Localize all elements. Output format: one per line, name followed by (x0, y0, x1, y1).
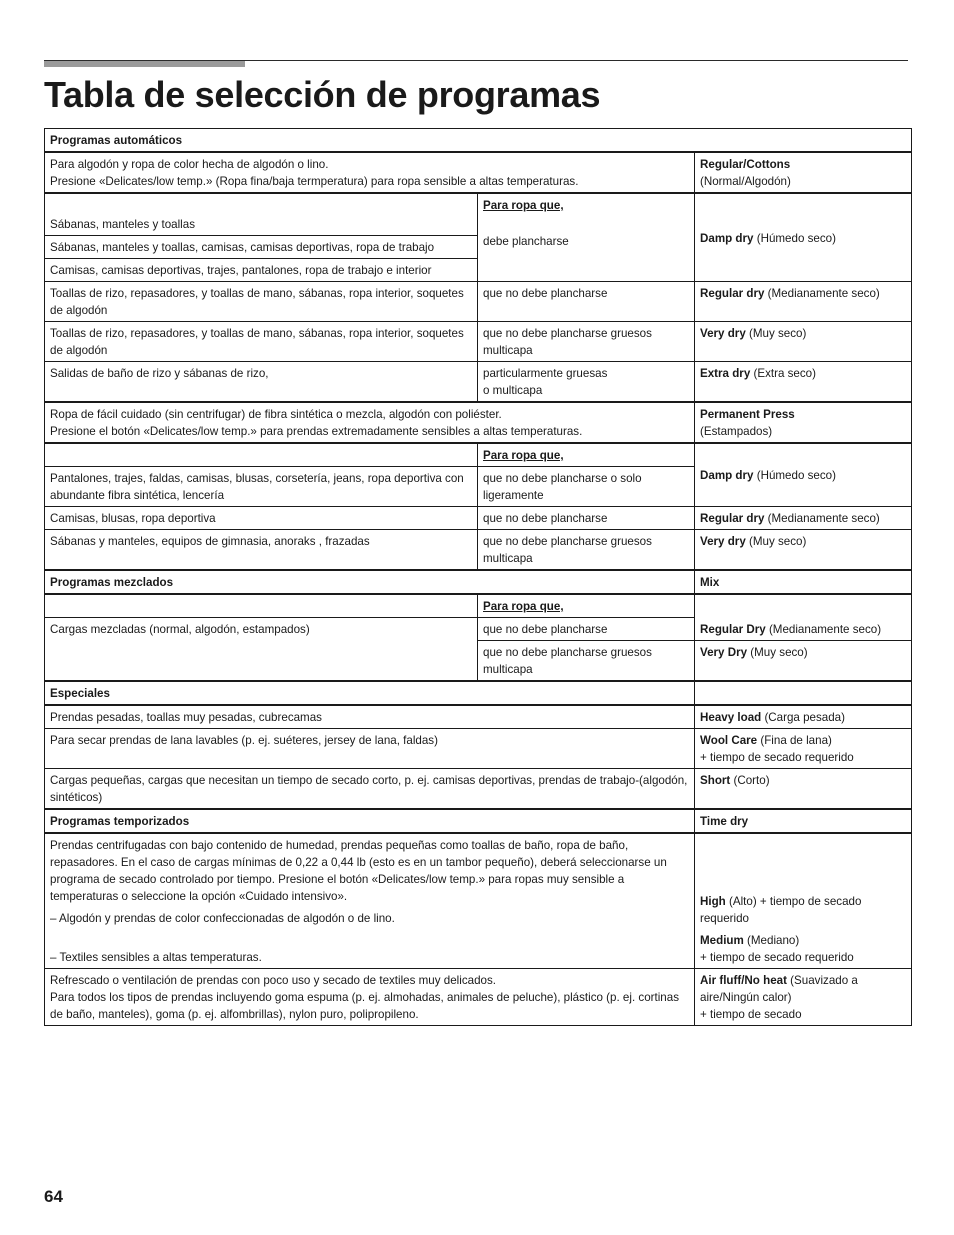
program-name: Extra dry (700, 367, 751, 380)
timed-sensitive-item: – Textiles sensibles a altas temperaturas. (50, 951, 262, 964)
header-accent-bar (44, 61, 245, 67)
row-description: Para secar prendas de lana lavables (p. ej. suéteres, jersey de lana, faldas) (45, 729, 695, 769)
program-name: Permanent Press (700, 408, 795, 421)
condition-text: que no debe plancharse (478, 282, 695, 322)
program-name: Damp dry (700, 231, 754, 245)
program-subtitle: (Medianamente seco) (764, 287, 880, 300)
section-header-timed (45, 809, 912, 833)
table-row (45, 969, 912, 1026)
table-row (45, 193, 912, 236)
condition-text: que no debe plancharse gruesos multicapa (478, 322, 695, 362)
table-row (45, 152, 912, 193)
program-name: Wool Care (700, 734, 758, 747)
program-subtitle: (Mediano) + tiempo de secado requerido (700, 934, 854, 964)
section-header-automatic (45, 129, 912, 153)
timed-description: Prendas centrifugadas con bajo contenido de humedad, prendas pequeñas como toallas de baño, ropa de baño, repasadores. En el caso de cargas mínimas de 0,22 a 0,44 lb (esto es en un tambor pequeño), deberá seleccionarse un programa de secado controlado por tiempo. Presione el botón «Delicates/low temp.» para ropas muy sensible a temperaturas o seleccione la opción «Cuidado intensivo». (50, 839, 667, 903)
program-cell (695, 705, 912, 729)
condition-text: que no debe plancharse (478, 507, 695, 530)
program-name: Mix (695, 570, 912, 594)
condition-text: que no debe plancharse gruesos multicapa (478, 641, 695, 682)
program-cell (695, 402, 912, 443)
table-row (45, 322, 912, 362)
section-title: Programas automáticos (45, 129, 912, 153)
program-name: Medium (700, 934, 744, 947)
table-row (45, 282, 912, 322)
program-subtitle: (Corto) (730, 774, 770, 787)
condition-text: debe plancharse (483, 235, 569, 248)
program-subtitle: (Muy seco) (747, 646, 808, 659)
section-title: Programas mezclados (45, 570, 695, 594)
table-row (45, 705, 912, 729)
program-name: Very Dry (700, 646, 748, 659)
table-row (45, 594, 912, 618)
condition-text: que no debe plancharse gruesos multicapa (478, 530, 695, 571)
program-cell (695, 833, 912, 969)
page-number: 64 (44, 1187, 63, 1206)
program-name: Short (700, 774, 731, 787)
row-description: Sábanas y manteles, equipos de gimnasia, anoraks , frazadas (45, 530, 478, 571)
table-row (45, 769, 912, 810)
row-description: Prendas pesadas, toallas muy pesadas, cubrecamas (45, 705, 695, 729)
program-cell (695, 594, 912, 641)
program-cell (695, 969, 912, 1026)
program-cell (695, 769, 912, 810)
program-subtitle: (Húmedo seco) (753, 231, 836, 245)
table-row (45, 833, 912, 969)
condition-cell (478, 193, 695, 282)
program-name: Very dry (700, 535, 746, 548)
timed-cotton-item: – Algodón y prendas de color confeccionadas de algodón o de lino. (50, 912, 395, 925)
page-title: Tabla de selección de programas (44, 74, 601, 115)
condition-text: que no debe plancharse (478, 618, 695, 641)
table-row (45, 507, 912, 530)
program-name: Air fluff/No heat (700, 974, 787, 987)
program-cell (695, 362, 912, 403)
program-subtitle: (Suavizado a aire/Ningún calor) + tiempo de secado (700, 974, 858, 1021)
row-description: Cargas pequeñas, cargas que necesitan un tiempo de secado corto, p. ej. camisas deportivas, prendas de trabajo-(algodón, sintéticos) (45, 769, 695, 810)
table-row (45, 362, 912, 403)
section-title: Programas temporizados (45, 809, 695, 833)
row-description: Sábanas, manteles y toallas (45, 193, 478, 236)
program-subtitle: (Fina de lana) + tiempo de secado requerido (700, 734, 854, 764)
row-description: Toallas de rizo, repasadores, y toallas de mano, sábanas, ropa interior, soquetes de algodón (45, 282, 478, 322)
program-cell (695, 322, 912, 362)
program-name: Regular dry (700, 287, 765, 300)
program-subtitle: (Muy seco) (745, 535, 807, 548)
condition-text: que no debe plancharse o solo ligeramente (478, 467, 695, 507)
program-name: Regular Dry (700, 623, 766, 636)
table-row (45, 443, 912, 467)
table-row (45, 530, 912, 571)
program-subtitle: (Muy seco) (745, 327, 807, 340)
empty-cell (45, 594, 478, 618)
row-description: Camisas, camisas deportivas, trajes, pantalones, ropa de trabajo e interior (45, 259, 478, 282)
row-description: Para algodón y ropa de color hecha de algodón o lino. Presione «Delicates/low temp.» (Ropa fina/baja termperatura) para ropa sensible a altas temperaturas. (45, 152, 695, 193)
program-cell (695, 443, 912, 507)
program-subtitle: (Húmedo seco) (753, 469, 836, 482)
program-subtitle: (Carga pesada) (761, 711, 845, 724)
row-description: Ropa de fácil cuidado (sin centrifugar) de fibra sintética o mezcla, algodón con poliéster. Presione el botón «Delicates/low temp.» para prendas extremadamente sensibles a altas temperaturas. (45, 402, 695, 443)
program-name: Regular/Cottons (700, 158, 791, 171)
program-cell (695, 729, 912, 769)
section-title: Especiales (45, 681, 695, 705)
program-cell (695, 193, 912, 282)
section-header-mixed (45, 570, 912, 594)
empty-cell (695, 681, 912, 705)
program-cell (695, 507, 912, 530)
program-subtitle: (Estampados) (700, 425, 773, 438)
row-description: Refrescado o ventilación de prendas con poco uso y secado de textiles muy delicados. Para todos los tipos de prendas incluyendo goma espuma (p. ej. almohadas, animales de peluche), plástico (p. ej. cortinas de baño, manteles), goma (p. ej. alfombrillas), nylon puro, polipropileno. (45, 969, 695, 1026)
para-ropa-label: Para ropa que, (478, 594, 695, 618)
program-cell (695, 530, 912, 571)
empty-cell (45, 443, 478, 467)
program-cell (695, 641, 912, 682)
row-description: Sábanas, manteles y toallas, camisas, camisas deportivas, ropa de trabajo (45, 236, 478, 259)
row-description: Cargas mezcladas (normal, algodón, estampados) (45, 618, 478, 682)
program-subtitle: (Extra seco) (750, 367, 816, 380)
program-name: Regular dry (700, 512, 765, 525)
program-subtitle: (Normal/Algodón) (700, 175, 791, 188)
row-description: Camisas, blusas, ropa deportiva (45, 507, 478, 530)
section-header-special (45, 681, 912, 705)
program-selection-table (44, 128, 912, 1026)
condition-text: particularmente gruesas o multicapa (478, 362, 695, 403)
program-subtitle: (Medianamente seco) (765, 623, 882, 636)
para-ropa-label: Para ropa que, (478, 443, 695, 467)
program-subtitle: (Medianamente seco) (764, 512, 880, 525)
para-ropa-label: Para ropa que, (483, 199, 564, 212)
row-description (45, 833, 695, 969)
table-row (45, 729, 912, 769)
program-cell (695, 282, 912, 322)
table-row (45, 402, 912, 443)
program-name: Heavy load (700, 711, 762, 724)
program-name: High (700, 895, 726, 908)
program-name: Very dry (700, 327, 746, 340)
row-description: Toallas de rizo, repasadores, y toallas de mano, sábanas, ropa interior, soquetes de algodón (45, 322, 478, 362)
program-name: Damp dry (700, 469, 754, 482)
program-subtitle: (Alto) + tiempo de secado requerido (700, 895, 862, 925)
program-cell (695, 152, 912, 193)
row-description: Salidas de baño de rizo y sábanas de rizo, (45, 362, 478, 403)
program-name: Time dry (695, 809, 912, 833)
row-description: Pantalones, trajes, faldas, camisas, blusas, corsetería, jeans, ropa deportiva con abundante fibra sintética, lencería (45, 467, 478, 507)
